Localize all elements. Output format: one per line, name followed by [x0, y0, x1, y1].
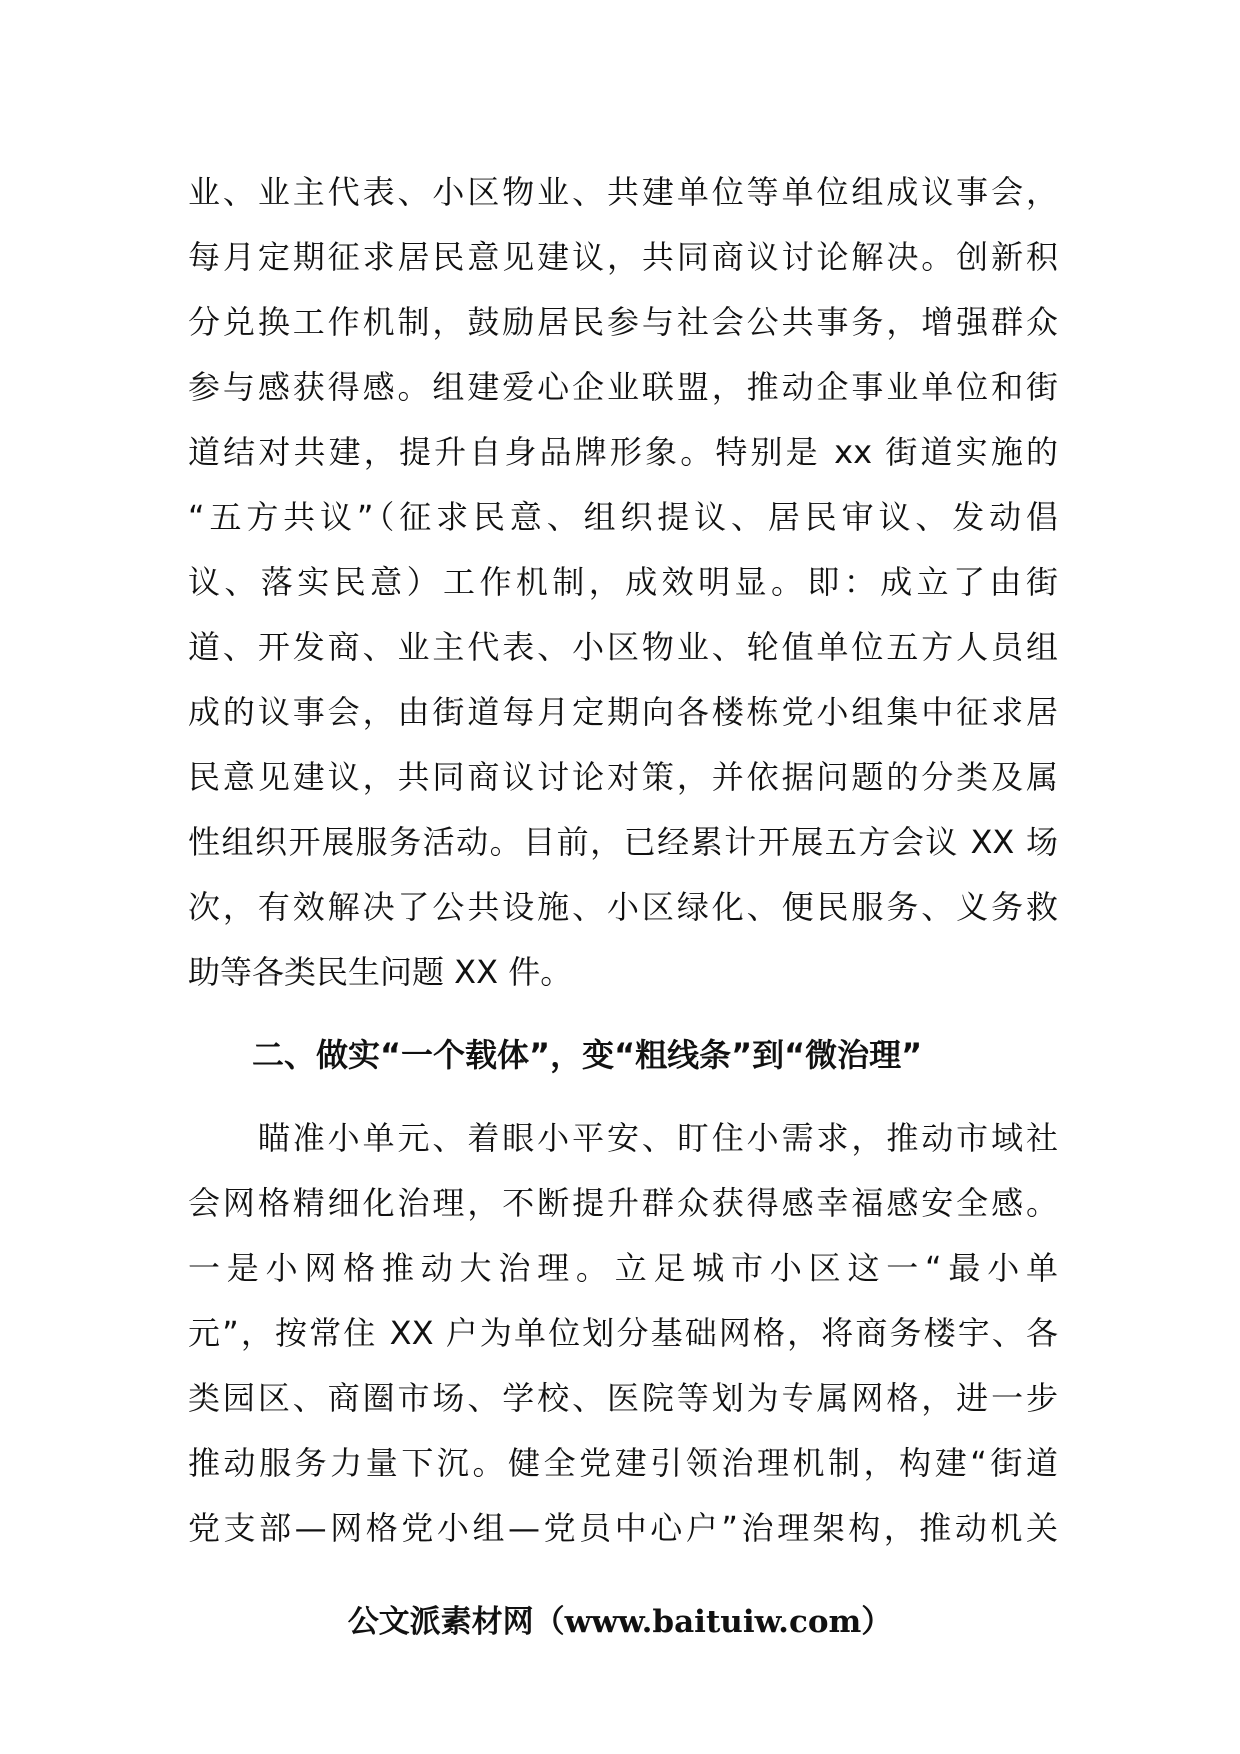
text-line: 推动服务力量下沉。健全党建引领治理机制，构建“街道 [188, 1444, 1058, 1482]
text-line: 类园区、商圈市场、学校、医院等划为专属网格，进一步 [188, 1379, 1058, 1417]
text-line: 性组织开展服务活动。目前，已经累计开展五方会议 XX 场 [188, 823, 1058, 861]
paragraph-2 [188, 1106, 1058, 1561]
text-line: 元”，按常住 XX 户为单位划分基础网格，将商务楼宇、各 [188, 1314, 1058, 1352]
text-line: 党支部—网格党小组—党员中心户”治理架构，推动机关 [188, 1509, 1058, 1547]
text-line: 一是小网格推动大治理。立足城市小区这一“最小单 [188, 1249, 1058, 1287]
text-line: 次，有效解决了公共设施、小区绿化、便民服务、义务救 [188, 888, 1058, 926]
text-line: 成的议事会，由街道每月定期向各楼栋党小组集中征求居 [188, 693, 1058, 731]
text-line: 道、开发商、业主代表、小区物业、轮值单位五方人员组 [188, 628, 1058, 666]
paragraph-1 [188, 160, 1058, 1005]
text-line: 议、落实民意）工作机制，成效明显。即：成立了由街 [188, 563, 1058, 601]
text-line: 业、业主代表、小区物业、共建单位等单位组成议事会， [188, 173, 1058, 211]
text-line: 道结对共建，提升自身品牌形象。特别是 xx 街道实施的 [188, 433, 1058, 471]
document-body [188, 160, 1058, 1561]
text-line: 助等各类民生问题 XX 件。 [188, 953, 573, 991]
text-line: 分兑换工作机制，鼓励居民参与社会公共事务，增强群众 [188, 303, 1058, 341]
text-line: 民意见建议，共同商议讨论对策，并依据问题的分类及属 [188, 758, 1058, 796]
text-line: 参与感获得感。组建爱心企业联盟，推动企事业单位和街 [188, 368, 1058, 406]
text-line: 瞄准小单元、着眼小平安、盯住小需求，推动市域社 [188, 1119, 1058, 1157]
text-line: 每月定期征求居民意见建议，共同商议讨论解决。创新积 [188, 238, 1058, 276]
section-heading: 二、做实“一个载体”，变“粗线条”到“微治理” [252, 1036, 923, 1074]
text-line: “五方共议”（征求民意、组织提议、居民审议、发动倡 [188, 498, 1058, 536]
text-line: 会网格精细化治理，不断提升群众获得感幸福感安全感。 [188, 1184, 1058, 1222]
footer-watermark: 公文派素材网（www.baituiw.com） [347, 1604, 893, 1640]
